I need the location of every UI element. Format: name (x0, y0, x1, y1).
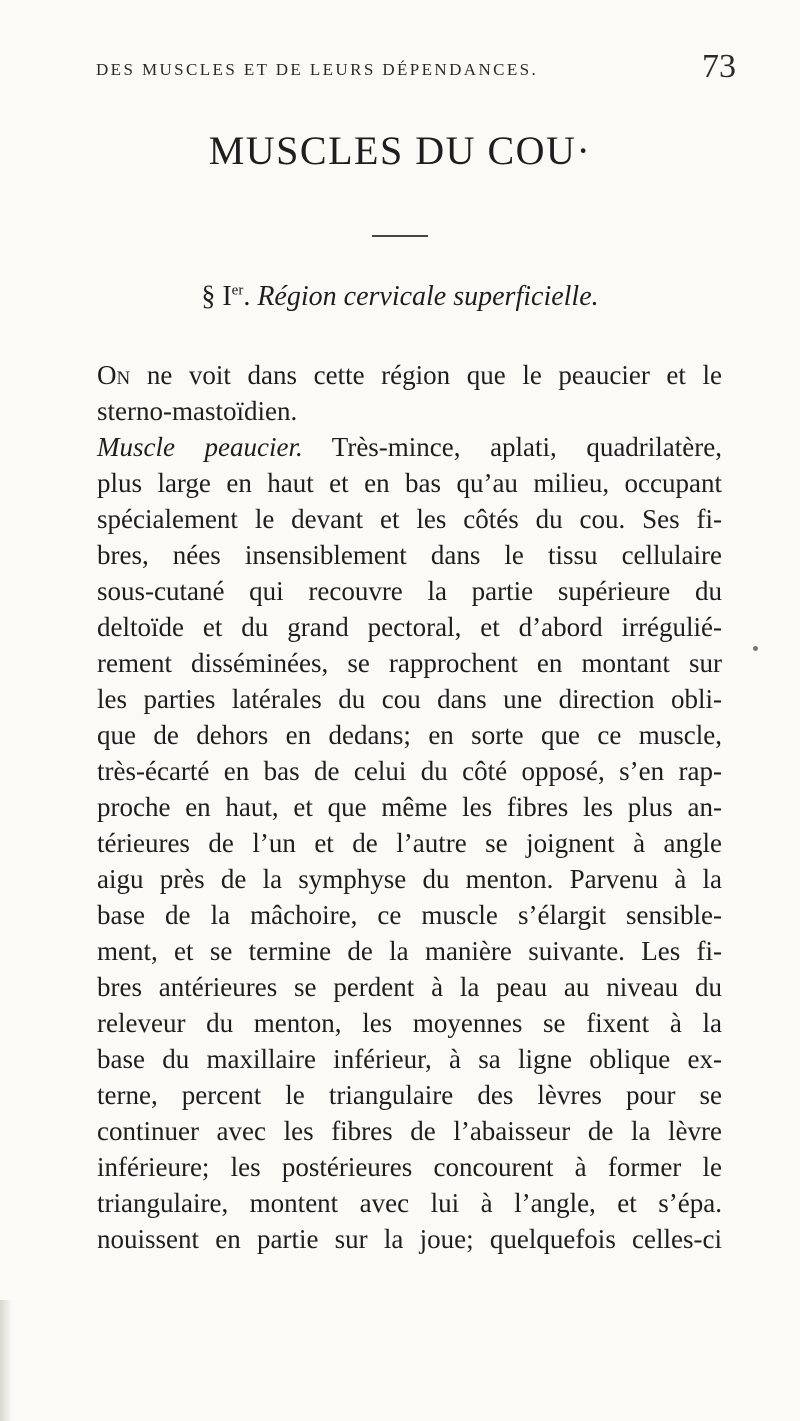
subsection-title: Muscle peaucier. (97, 432, 303, 462)
initial-word: On (97, 360, 131, 390)
section-mark: § I (201, 281, 232, 312)
binding-shadow (0, 1300, 12, 1421)
text-line: nouissent en partie sur la joue; quelquefois celles-ci (97, 1224, 722, 1254)
text-line: proche en haut, et que même les fibres les plus an- (97, 792, 722, 822)
text-line: triangulaire, montent avec lui à l’angle, et s’épa. (97, 1188, 722, 1218)
text-fragment: Très-mince, aplati, quadrilatère, (302, 432, 722, 462)
text-line: térieures de l’un et de l’autre se joignent à angle (97, 828, 722, 858)
text-line: base du maxillaire inférieur, à sa ligne oblique ex- (97, 1044, 722, 1074)
text-line: continuer avec les fibres de l’abaisseur de la lèvre (97, 1116, 722, 1146)
section-ordinal-sup: er (231, 282, 244, 299)
text-line: ment, et se termine de la manière suivante. Les fi- (97, 936, 722, 966)
text-line (97, 429, 722, 465)
text-line: base de la mâchoire, ce muscle s’élargit sensible- (97, 900, 722, 930)
section-title: Région cervicale superficielle. (257, 281, 599, 312)
text-fragment: ne voit dans cette région que le peaucier et le (130, 360, 722, 390)
text-line: bres antérieures se perdent à la peau au niveau du (97, 972, 722, 1002)
text-line: releveur du menton, les moyennes se fixent à la (97, 1008, 722, 1038)
title-rule (372, 235, 428, 237)
text-line: inférieure; les postérieures concourent à former le (97, 1152, 722, 1182)
text-line: terne, percent le triangulaire des lèvres pour se (97, 1080, 722, 1110)
text-line (97, 357, 722, 393)
page-number: 73 (702, 48, 736, 85)
chapter-title: MUSCLES DU COU· (208, 128, 592, 173)
text-line: rement disséminées, se rapprochent en montant sur (97, 648, 722, 678)
text-line: les parties latérales du cou dans une direction obli- (97, 684, 722, 714)
body-text (97, 357, 722, 1257)
section-heading (0, 281, 800, 313)
text-line: spécialement le devant et les côtés du cou. Ses fi- (97, 504, 722, 534)
text-line: sterno-mastoïdien. (97, 396, 298, 426)
text-line: deltoïde et du grand pectoral, et d’abord irrégulié- (97, 612, 722, 642)
section-punct: . (243, 281, 258, 312)
text-line: plus large en haut et en bas qu’au milieu, occupant (97, 468, 722, 498)
text-line: très-écarté en bas de celui du côté opposé, s’en rap- (97, 756, 722, 786)
running-header (96, 48, 736, 96)
text-line: bres, nées insensiblement dans le tissu cellulaire (97, 540, 722, 570)
running-title: DES MUSCLES ET DE LEURS DÉPENDANCES. (96, 60, 539, 79)
text-line: que de dehors en dedans; en sorte que ce muscle, (97, 720, 722, 750)
text-line: sous-cutané qui recouvre la partie supérieure du (97, 576, 722, 606)
text-line: aigu près de la symphyse du menton. Parvenu à la (97, 864, 722, 894)
margin-ink-speck (753, 646, 758, 651)
